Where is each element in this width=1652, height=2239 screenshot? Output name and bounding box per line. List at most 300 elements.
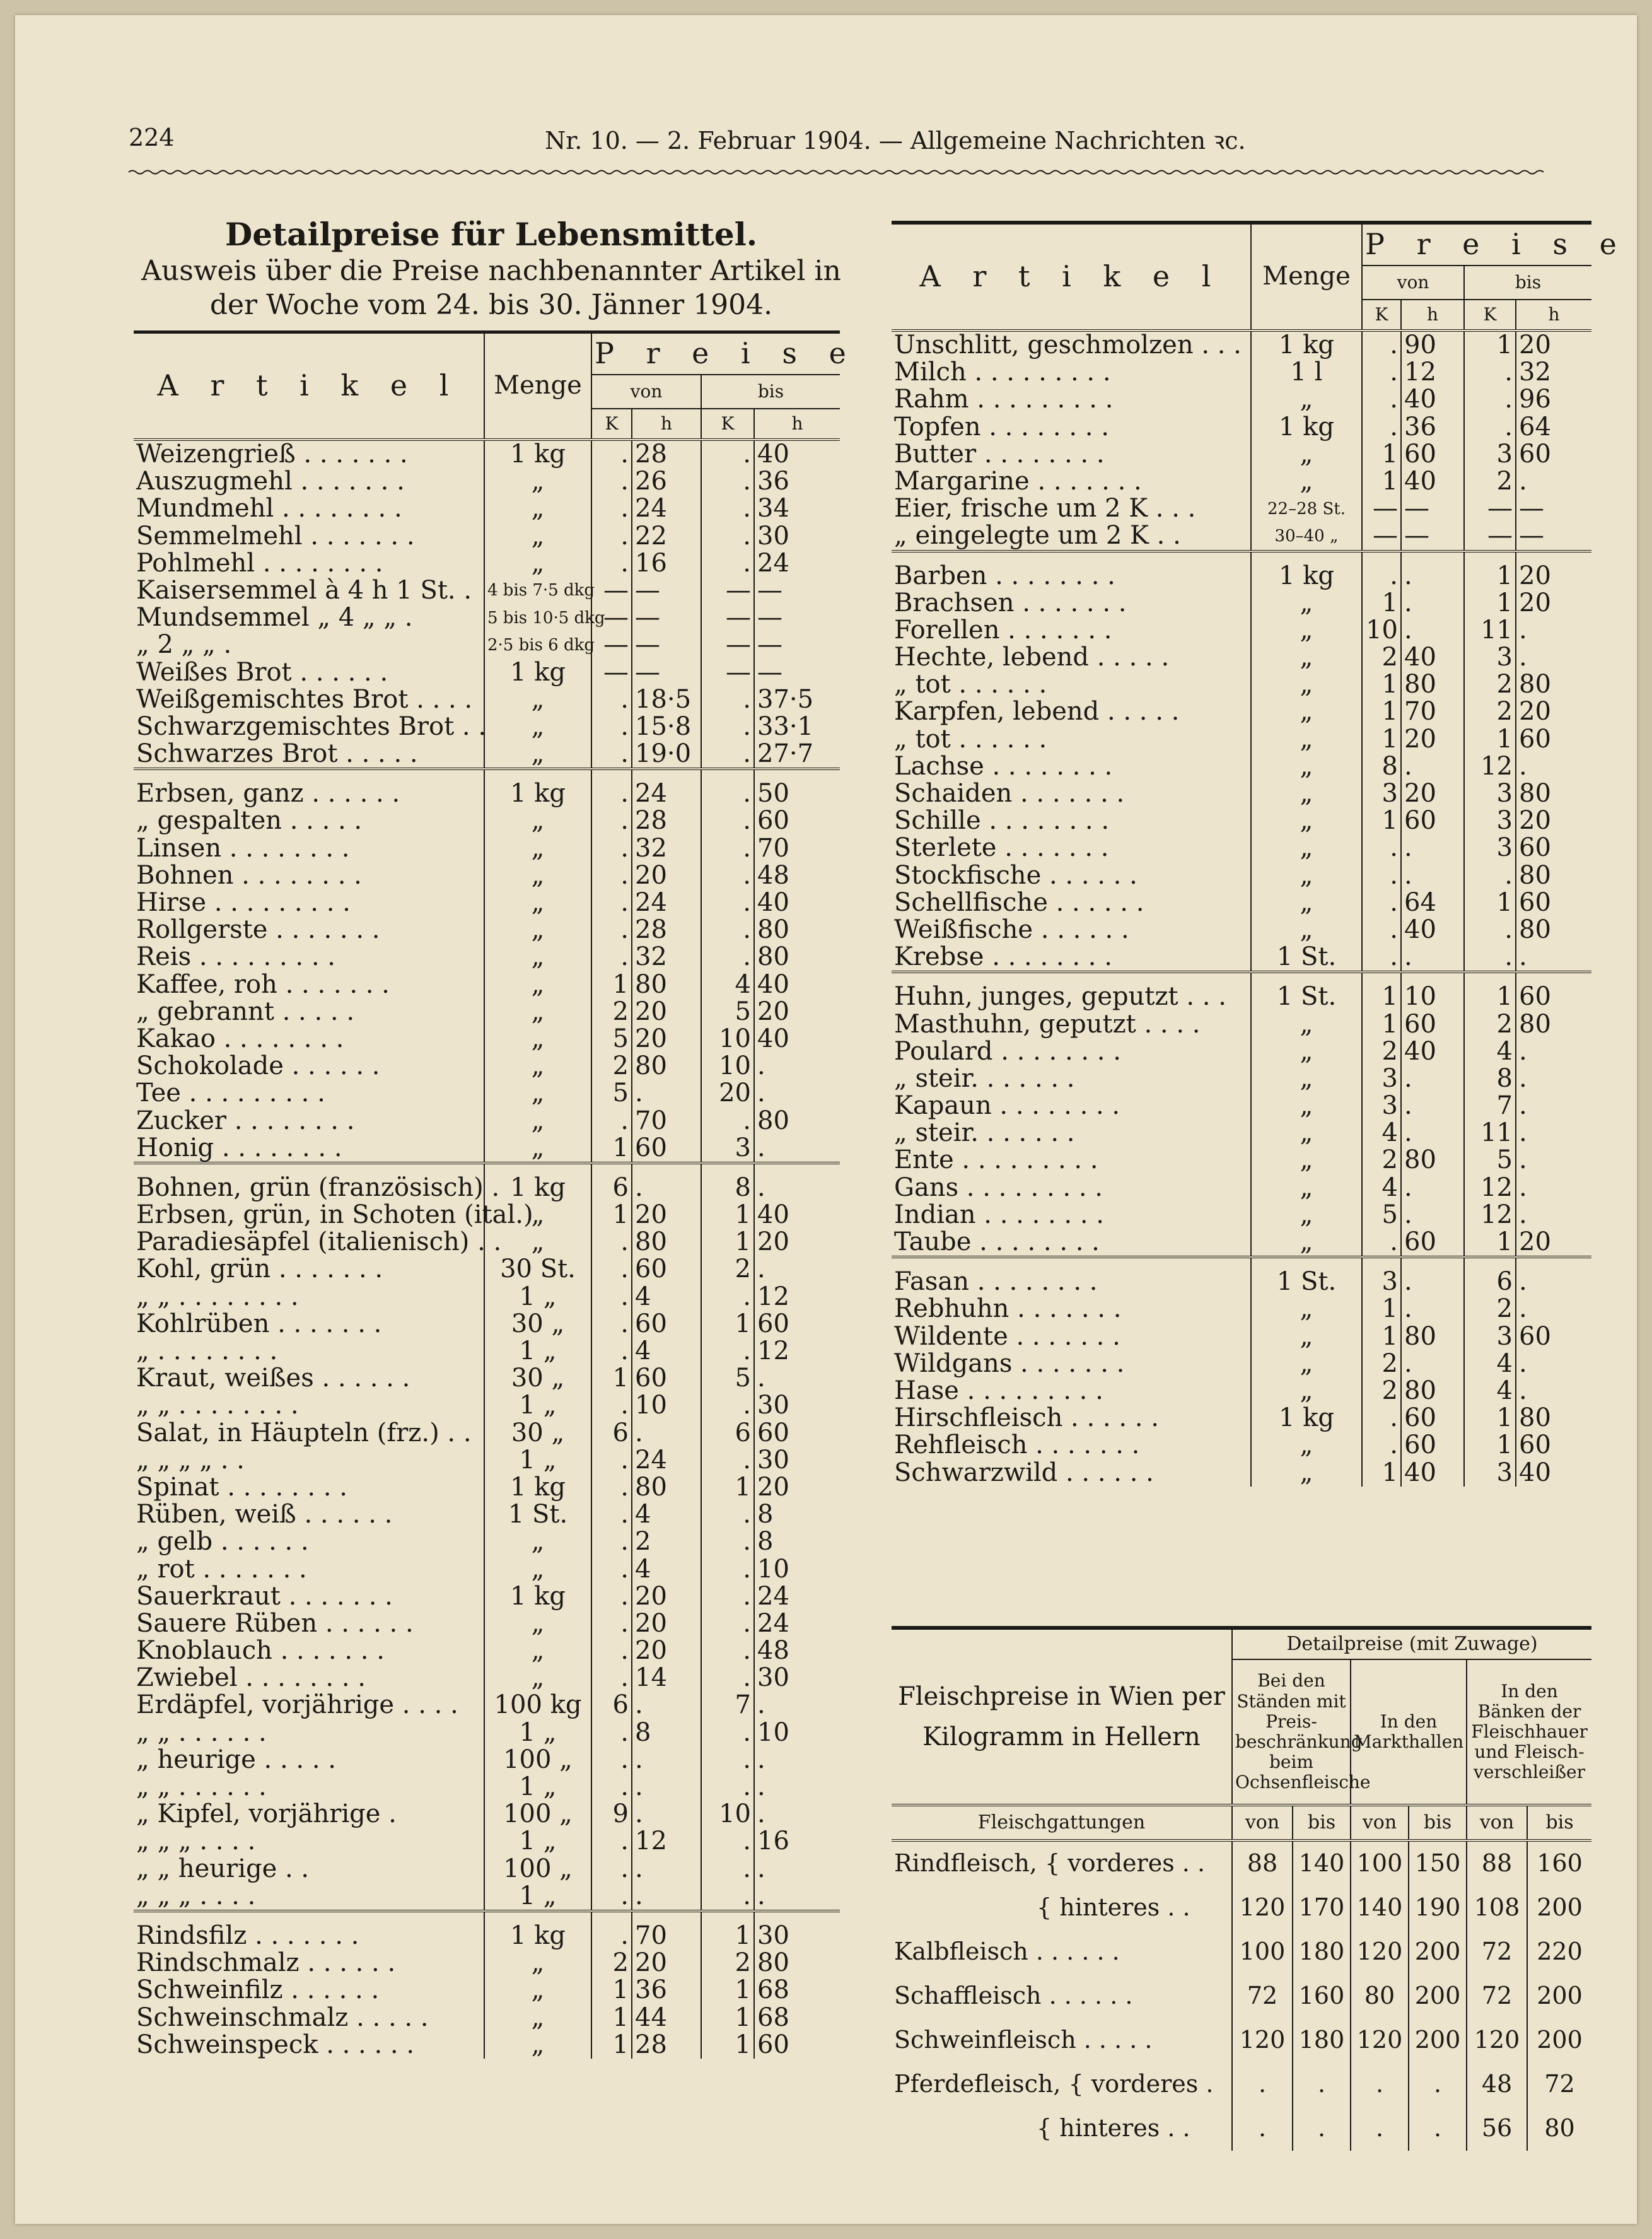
price-from-h: 8 (632, 1719, 701, 1746)
table-row (134, 1163, 840, 1201)
price-to-k: 1 (1464, 590, 1516, 617)
quantity: „ (484, 807, 591, 834)
quantity: 1 kg (1251, 551, 1362, 590)
item-name: Knoblauch . . . . . . . (136, 1636, 385, 1666)
price-from-h: . (1401, 1201, 1464, 1229)
item-name: Paradiesäpfel (italienisch) . . (136, 1227, 502, 1257)
price-from-k: 1 (1362, 972, 1401, 1010)
item-name: Kaffee, roh . . . . . . . (136, 969, 390, 999)
price-to-h: 10 (754, 1556, 840, 1583)
price-to-h: 80 (754, 916, 840, 944)
price-to-h: 40 (754, 1026, 840, 1053)
price-to-h: 80 (1516, 780, 1591, 807)
table-row (892, 753, 1591, 780)
price-from-h: 80 (632, 1053, 701, 1080)
price-to-k: 1 (701, 1977, 754, 2004)
item-name: Butter . . . . . . . . (894, 439, 1105, 469)
price-from-h: 70 (632, 1108, 701, 1135)
table-row (134, 1610, 840, 1637)
price-from-k: 1 (591, 971, 632, 998)
staende-von: 88 (1232, 1840, 1293, 1886)
quantity: 5 bis 10·5 dkg (484, 604, 591, 631)
price-to-k: . (701, 1828, 754, 1855)
item-name: „ „ . . . . . . (136, 1717, 267, 1747)
meat-title-line-2: Kilogramm in Hellern (922, 1722, 1201, 1751)
price-to-k: 1 (1464, 330, 1516, 359)
price-to-h: . (754, 1135, 840, 1163)
right-table-body (892, 330, 1591, 1487)
price-from-h: 70 (632, 1911, 701, 1950)
item-name: Gans . . . . . . . . . (894, 1172, 1103, 1202)
markthallen-bis: . (1409, 2062, 1467, 2107)
price-to-h: 60 (754, 807, 840, 834)
price-to-k: 8 (1464, 1065, 1516, 1092)
item-name: „ . . . . . . . . (136, 1336, 278, 1365)
quantity: „ (484, 1556, 591, 1583)
price-from-k: — (591, 577, 632, 604)
price-from-h: 40 (1401, 1038, 1464, 1065)
price-to-k: . (701, 686, 754, 713)
markthallen-bis: . (1409, 2107, 1467, 2151)
price-to-k: . (701, 740, 754, 769)
price-from-k: . (1362, 551, 1401, 590)
price-to-h: . (1516, 1174, 1591, 1201)
baenke-von: 72 (1467, 1930, 1527, 1974)
item-name: „ steir. . . . . . . (894, 1063, 1075, 1093)
staende-bis: 180 (1293, 1930, 1351, 1974)
price-from-k: . (591, 1256, 632, 1283)
item-name: Salat, in Häupteln (frz.) . . (136, 1418, 472, 1447)
baenke-von: 120 (1467, 2018, 1527, 2062)
markthallen-von: 100 (1351, 1840, 1409, 1886)
price-to-h: . (1516, 1038, 1591, 1065)
price-from-k: 1 (1362, 671, 1401, 698)
price-to-h: 96 (1516, 386, 1591, 413)
meat-col-2-von: von (1351, 1805, 1409, 1840)
price-from-k: 4 (1362, 1120, 1401, 1147)
price-to-k: 10 (701, 1026, 754, 1053)
item-name: Mundmehl . . . . . . . . (136, 494, 402, 523)
price-to-h: 20 (754, 1474, 840, 1501)
meat-type: Schaffleisch . . . . . . (894, 1982, 1133, 2010)
item-name: Topfen . . . . . . . . (894, 412, 1109, 441)
table-row (134, 577, 840, 604)
price-to-h: 80 (1516, 862, 1591, 889)
price-to-k: 1 (701, 1229, 754, 1256)
col-preise: P r e i s e (591, 332, 840, 375)
table-row (134, 1392, 840, 1419)
price-from-k: 3 (1362, 1092, 1401, 1120)
quantity: 100 „ (484, 1746, 591, 1774)
price-from-k: . (1362, 1229, 1401, 1257)
table-row (134, 889, 840, 916)
price-to-k: 3 (701, 1135, 754, 1163)
price-to-h: . (754, 1801, 840, 1828)
price-to-k: 1 (1464, 726, 1516, 753)
meat-col-gattungen: Fleischgattungen (977, 1811, 1146, 1833)
quantity: „ (1251, 1038, 1362, 1065)
price-from-h: 28 (632, 2031, 701, 2059)
price-to-k: 4 (1464, 1377, 1516, 1405)
price-to-k: 12 (1464, 1174, 1516, 1201)
quantity: „ (484, 889, 591, 916)
col-artikel: A r t i k e l (134, 332, 484, 440)
quantity: „ (484, 1637, 591, 1664)
price-to-k: . (701, 889, 754, 916)
price-to-k: 2 (701, 1256, 754, 1283)
price-to-k: . (1464, 386, 1516, 413)
table-row (892, 1377, 1591, 1405)
markthallen-bis: 190 (1409, 1886, 1467, 1930)
price-from-h: 40 (1401, 916, 1464, 944)
table-row (134, 1664, 840, 1692)
price-to-k: 12 (1464, 753, 1516, 780)
quantity: 1 kg (1251, 1405, 1362, 1432)
price-to-k: . (1464, 414, 1516, 441)
price-to-k: 1 (701, 1474, 754, 1501)
price-from-k: . (591, 523, 632, 550)
price-from-k: 9 (591, 1801, 632, 1828)
price-from-h: . (1401, 1120, 1464, 1147)
quantity: „ (1251, 1065, 1362, 1092)
item-name: Hirse . . . . . . . . . (136, 888, 351, 917)
price-from-k: . (1362, 944, 1401, 972)
table-row (892, 617, 1591, 644)
price-from-h: . (632, 1420, 701, 1447)
price-from-k: . (591, 1774, 632, 1801)
price-to-k: . (701, 944, 754, 971)
price-to-k: . (701, 769, 754, 807)
price-to-k: 3 (1464, 780, 1516, 807)
price-from-k: 3 (1362, 1257, 1401, 1295)
price-from-h: . (632, 1883, 701, 1911)
table-row (134, 1774, 840, 1801)
quantity: 1 St. (484, 1501, 591, 1528)
price-from-k: 4 (1362, 1174, 1401, 1201)
price-from-k: 1 (1362, 698, 1401, 725)
table-row (892, 1459, 1591, 1487)
price-from-h: 32 (632, 944, 701, 971)
r-col-bis-h: h (1516, 300, 1591, 330)
item-name: Schwarzes Brot . . . . . (136, 739, 418, 769)
price-from-h: . (1401, 617, 1464, 644)
table-row (892, 330, 1591, 359)
table-row (134, 1026, 840, 1053)
quantity: 1 „ (484, 1338, 591, 1365)
price-to-k: 1 (1464, 889, 1516, 916)
price-from-k: 3 (1362, 780, 1401, 807)
item-name: Erbsen, grün, in Schoten (ital.) (136, 1200, 533, 1230)
price-to-h: . (1516, 1377, 1591, 1405)
price-from-h: . (1401, 944, 1464, 972)
price-to-k: . (701, 1719, 754, 1746)
r-col-von-k: K (1362, 300, 1401, 330)
table-row (892, 1840, 1591, 1886)
price-from-k: — (591, 604, 632, 631)
markthallen-bis: 200 (1409, 2018, 1467, 2062)
price-from-k: 6 (591, 1163, 632, 1201)
item-name: Schille . . . . . . . . (894, 806, 1110, 836)
price-from-h: 12 (632, 1828, 701, 1855)
price-to-h: . (754, 1774, 840, 1801)
quantity: „ (1251, 441, 1362, 468)
table-row (134, 468, 840, 495)
price-from-k: . (591, 1637, 632, 1664)
quantity: „ (1251, 1120, 1362, 1147)
right-price-table (892, 221, 1628, 1487)
price-from-h: . (1401, 590, 1464, 617)
page (15, 15, 1637, 2224)
price-to-h: 8 (754, 1501, 840, 1528)
price-from-k: . (591, 835, 632, 862)
meat-type: Pferdefleisch, { vorderes . (894, 2070, 1214, 2098)
price-from-k: . (1362, 359, 1401, 386)
price-from-h: 20 (632, 1201, 701, 1229)
price-from-h: 80 (1401, 1147, 1464, 1174)
quantity: „ (1251, 1229, 1362, 1257)
markthallen-von: . (1351, 2062, 1409, 2107)
baenke-bis: 200 (1527, 1886, 1591, 1930)
meat-type: Schweinfleisch . . . . . (894, 2026, 1153, 2054)
price-to-k: 11 (1464, 617, 1516, 644)
price-to-k: . (701, 1528, 754, 1555)
price-from-h: — (632, 659, 701, 686)
price-to-k: 2 (701, 1950, 754, 1977)
price-to-h: . (754, 1080, 840, 1107)
markthallen-von: 80 (1351, 1974, 1409, 2018)
price-to-h: . (754, 1256, 840, 1283)
table-row (892, 1092, 1591, 1120)
table-row (134, 1583, 840, 1610)
item-name: „ 2 „ „ . (136, 630, 232, 660)
price-from-h: 16 (632, 550, 701, 577)
quantity: „ (1251, 1350, 1362, 1377)
page-title: Detailpreise für Lebensmittel. (224, 216, 758, 253)
price-from-h: . (1401, 1065, 1464, 1092)
price-to-k: . (701, 1108, 754, 1135)
col-von-k: K (591, 409, 632, 440)
price-from-h: . (632, 1692, 701, 1719)
price-to-k: — (701, 577, 754, 604)
quantity: „ (484, 916, 591, 944)
item-name: „ eingelegte um 2 K . . (894, 521, 1181, 551)
quantity: „ (484, 686, 591, 713)
staende-von: 72 (1232, 1974, 1293, 2018)
price-from-h: 4 (632, 1338, 701, 1365)
markthallen-von: 120 (1351, 2018, 1409, 2062)
price-from-k: 1 (591, 1135, 632, 1163)
item-name: Mundsemmel „ 4 „ „ . (136, 603, 413, 633)
price-from-h: 40 (1401, 468, 1464, 495)
price-from-h: . (632, 1856, 701, 1883)
price-to-h: 40 (754, 889, 840, 916)
quantity: 1 l (1251, 359, 1362, 386)
table-row (892, 726, 1591, 753)
table-row (892, 1147, 1591, 1174)
price-from-h: 28 (632, 807, 701, 834)
quantity: „ (1251, 807, 1362, 834)
table-row (134, 1637, 840, 1664)
price-from-h: 24 (632, 889, 701, 916)
price-to-k: 7 (701, 1692, 754, 1719)
item-name: Margarine . . . . . . . (894, 466, 1142, 496)
price-from-h: — (632, 604, 701, 631)
table-row (892, 1930, 1591, 1974)
col-von: von (591, 375, 701, 409)
price-to-k: 1 (1464, 1405, 1516, 1432)
price-to-h: 20 (1516, 590, 1591, 617)
baenke-von: 72 (1467, 1974, 1527, 2018)
staende-von: 120 (1232, 1886, 1293, 1930)
price-from-h: 20 (1401, 726, 1464, 753)
price-from-k: . (591, 1528, 632, 1555)
price-from-k: 1 (1362, 807, 1401, 834)
meat-price-table (892, 1626, 1591, 2151)
item-name: „ heurige . . . . . (136, 1745, 336, 1774)
item-name: „ tot . . . . . . (894, 724, 1047, 754)
price-to-h: 20 (1516, 807, 1591, 834)
item-name: Weißfische . . . . . . (894, 915, 1129, 944)
item-name: Rollgerste . . . . . . . (136, 915, 380, 945)
r-col-von-h: h (1401, 300, 1464, 330)
price-from-h: 80 (632, 1229, 701, 1256)
quantity: 30 „ (484, 1420, 591, 1447)
table-row (892, 889, 1591, 916)
price-to-h: . (1516, 1120, 1591, 1147)
price-from-k: . (591, 1447, 632, 1474)
item-name: Schweinfilz . . . . . . (136, 1975, 380, 2005)
price-to-h: 60 (754, 1311, 840, 1338)
price-to-k: . (701, 523, 754, 550)
table-row (892, 807, 1591, 834)
item-name: Rehfleisch . . . . . . . (894, 1430, 1140, 1460)
price-from-k: — (591, 659, 632, 686)
item-name: Schokolade . . . . . . (136, 1051, 380, 1081)
quantity: „ (484, 523, 591, 550)
price-from-k: 2 (591, 1950, 632, 1977)
price-from-k: . (591, 1746, 632, 1774)
item-name: „ „ „ „ . . (136, 1445, 245, 1475)
price-to-h: . (754, 1883, 840, 1911)
price-to-k: . (701, 1392, 754, 1419)
price-from-k: . (591, 713, 632, 740)
table-row (892, 590, 1591, 617)
price-from-h: — (632, 631, 701, 658)
item-name: Tee . . . . . . . . . (136, 1079, 325, 1108)
price-from-h: . (632, 1774, 701, 1801)
price-from-k: 1 (591, 2031, 632, 2059)
price-from-h: 60 (632, 1311, 701, 1338)
price-to-k: 4 (1464, 1038, 1516, 1065)
table-row (134, 1692, 840, 1719)
quantity: 1 „ (484, 1447, 591, 1474)
quantity: „ (484, 944, 591, 971)
price-to-h: 48 (754, 862, 840, 889)
price-from-h: . (1401, 834, 1464, 862)
table-row (134, 1950, 840, 1977)
price-to-h: 24 (754, 1610, 840, 1637)
price-to-h: . (1516, 468, 1591, 495)
price-to-h: 60 (1516, 1432, 1591, 1459)
price-from-k: . (1362, 889, 1401, 916)
quantity: „ (1251, 1377, 1362, 1405)
price-to-h: . (1516, 1350, 1591, 1377)
price-to-h: . (1516, 617, 1591, 644)
r-col-von: von (1362, 266, 1464, 300)
quantity: „ (1251, 862, 1362, 889)
item-name: Schweinspeck . . . . . . (136, 2030, 415, 2059)
price-to-h: — (754, 659, 840, 686)
item-name: Schellfische . . . . . . (894, 887, 1144, 917)
price-from-k: . (591, 740, 632, 769)
table-row (892, 834, 1591, 862)
price-from-k: . (591, 1556, 632, 1583)
price-from-k: . (591, 1392, 632, 1419)
table-row (892, 2107, 1591, 2151)
quantity: „ (484, 998, 591, 1026)
price-from-h: 19·0 (632, 740, 701, 769)
price-from-k: . (1362, 386, 1401, 413)
table-row (134, 1283, 840, 1311)
col-menge: Menge (484, 332, 591, 440)
item-name: Honig . . . . . . . . (136, 1133, 342, 1162)
price-from-h: 14 (632, 1664, 701, 1692)
price-to-k: . (701, 1637, 754, 1664)
table-row (134, 604, 840, 631)
price-from-h: 80 (1401, 671, 1464, 698)
price-from-k: . (591, 1474, 632, 1501)
price-to-k: . (701, 1283, 754, 1311)
price-from-k: 1 (1362, 1323, 1401, 1350)
price-from-k: . (591, 495, 632, 522)
staende-von: 100 (1232, 1930, 1293, 1974)
price-from-h: . (1401, 1092, 1464, 1120)
price-from-h: . (1401, 1257, 1464, 1295)
price-to-k: 1 (1464, 551, 1516, 590)
item-name: Lachse . . . . . . . . (894, 751, 1113, 781)
item-name: Rebhuhn . . . . . . . (894, 1294, 1122, 1324)
markthallen-von: . (1351, 2107, 1409, 2151)
price-from-h: 10 (632, 1392, 701, 1419)
price-from-k: 2 (1362, 1147, 1401, 1174)
price-from-h: 12 (1401, 359, 1464, 386)
r-col-menge: Menge (1251, 223, 1362, 330)
price-from-h: 60 (1401, 1405, 1464, 1432)
price-to-h: 40 (754, 1201, 840, 1229)
price-to-h: . (754, 1163, 840, 1201)
quantity: „ (484, 550, 591, 577)
table-row (134, 1856, 840, 1883)
price-from-k: 1 (591, 2004, 632, 2031)
price-to-k: 6 (701, 1420, 754, 1447)
price-from-k: 2 (1362, 1350, 1401, 1377)
price-to-k: 5 (701, 1365, 754, 1392)
price-to-k: — (1464, 495, 1516, 522)
meat-type: Rindfleisch, { vorderes . . (894, 1849, 1206, 1878)
price-from-k: 1 (591, 1365, 632, 1392)
price-from-h: 36 (632, 1977, 701, 2004)
col-bis: bis (701, 375, 840, 409)
left-table-body (134, 440, 840, 2059)
price-from-h: 20 (632, 1610, 701, 1637)
quantity: „ (1251, 386, 1362, 413)
price-to-k: 2 (1464, 1011, 1516, 1038)
item-name: Fasan . . . . . . . . (892, 1257, 1251, 1295)
price-from-h: 20 (632, 1583, 701, 1610)
price-to-k: . (701, 807, 754, 834)
price-from-h: 20 (632, 1026, 701, 1053)
baenke-von: 56 (1467, 2107, 1527, 2151)
